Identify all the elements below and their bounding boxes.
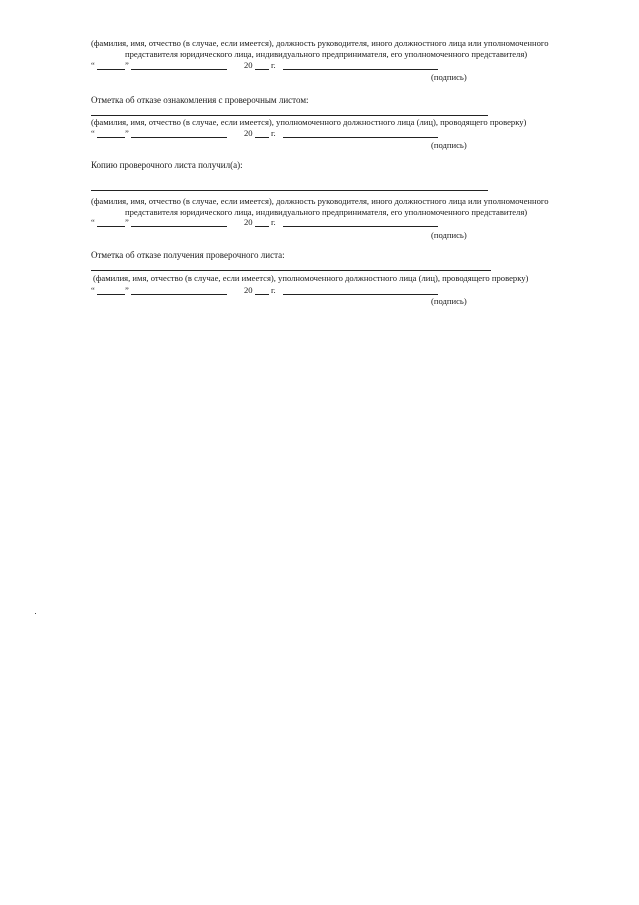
month-line xyxy=(131,294,227,295)
name-line xyxy=(91,190,488,191)
year-line xyxy=(255,294,269,295)
year-line xyxy=(255,226,269,227)
day-line xyxy=(97,294,125,295)
year-prefix: 20 xyxy=(244,128,253,138)
signature-line xyxy=(283,226,438,227)
caption: (фамилия, имя, отчество (в случае, если имеется), уполномоченного должностного лица (лиц), проводящего проверку) xyxy=(93,273,529,283)
year-suffix: г. xyxy=(271,285,276,295)
signature-label: (подпись) xyxy=(431,296,467,306)
caption-line-1: (фамилия, имя, отчество (в случае, если имеется), должность руководителя, иного должностного лица или уполномоченного xyxy=(91,196,549,206)
date-quote-open: “ xyxy=(91,217,95,227)
name-line xyxy=(91,270,491,271)
caption-line-2: представителя юридического лица, индивидуального предпринимателя, его уполномоченного представителя) xyxy=(125,207,528,217)
date-quote-open: “ xyxy=(91,285,95,295)
signature-line xyxy=(283,294,438,295)
year-prefix: 20 xyxy=(244,217,253,227)
year-line xyxy=(255,137,269,138)
year-suffix: г. xyxy=(271,217,276,227)
month-line xyxy=(131,137,227,138)
month-line xyxy=(131,226,227,227)
signature-label: (подпись) xyxy=(431,230,467,240)
refusal-familiarize-heading: Отметка об отказе ознакомления с проверочным листом: xyxy=(91,95,309,105)
year-suffix: г. xyxy=(271,60,276,70)
signature-label: (подпись) xyxy=(431,140,467,150)
day-line xyxy=(97,69,125,70)
year-line xyxy=(255,69,269,70)
refusal-receive-heading: Отметка об отказе получения проверочного листа: xyxy=(91,250,285,260)
date-quote-close: ” xyxy=(125,285,129,295)
copy-received-heading: Копию проверочного листа получил(а): xyxy=(91,160,243,170)
scan-speck xyxy=(35,613,36,614)
date-quote-open: “ xyxy=(91,60,95,70)
signature-label: (подпись) xyxy=(431,72,467,82)
date-quote-close: ” xyxy=(125,217,129,227)
day-line xyxy=(97,226,125,227)
name-line xyxy=(91,115,488,116)
caption: (фамилия, имя, отчество (в случае, если имеется), уполномоченного должностного лица (лиц), проводящего проверку) xyxy=(91,117,527,127)
year-prefix: 20 xyxy=(244,60,253,70)
day-line xyxy=(97,137,125,138)
month-line xyxy=(131,69,227,70)
year-prefix: 20 xyxy=(244,285,253,295)
year-suffix: г. xyxy=(271,128,276,138)
caption-line-1: (фамилия, имя, отчество (в случае, если имеется), должность руководителя, иного должностного лица или уполномоченного xyxy=(91,38,549,48)
signature-line xyxy=(283,137,438,138)
date-quote-close: ” xyxy=(125,60,129,70)
signature-line xyxy=(283,69,438,70)
date-quote-close: ” xyxy=(125,128,129,138)
date-quote-open: “ xyxy=(91,128,95,138)
caption-line-2: представителя юридического лица, индивидуального предпринимателя, его уполномоченного представителя) xyxy=(125,49,528,59)
